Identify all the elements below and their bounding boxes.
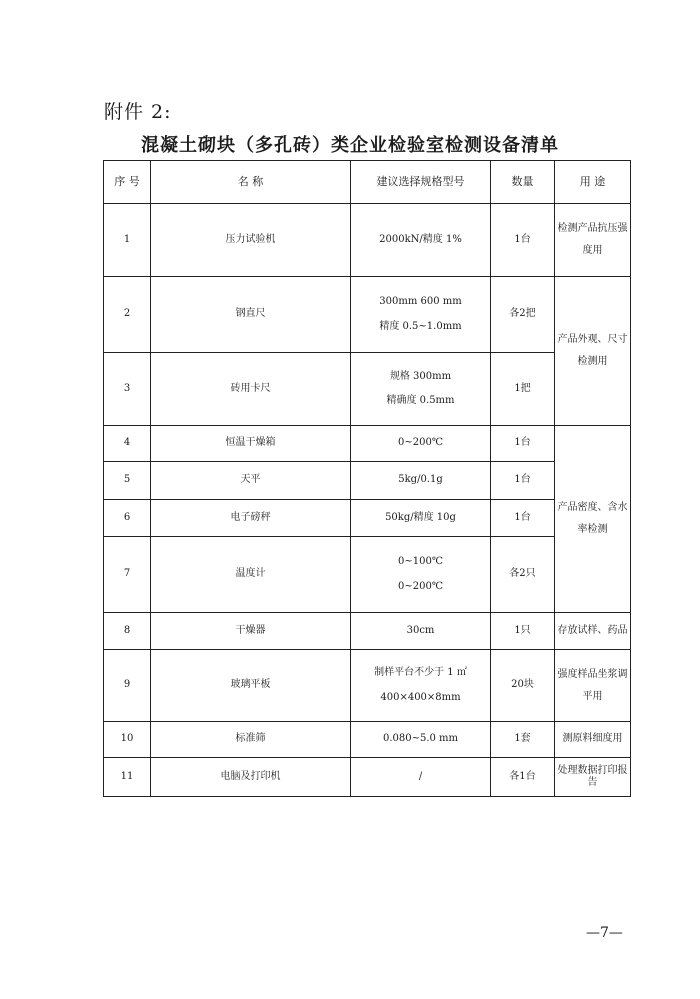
row-use: 处理数据打印报告	[555, 758, 631, 797]
table-row	[104, 722, 631, 758]
row-index: 6	[104, 500, 151, 537]
row-use	[555, 426, 631, 613]
row-qty: 20块	[491, 650, 555, 722]
table-row	[104, 613, 631, 650]
row-use: 测原料细度用	[555, 722, 631, 758]
row-name: 压力试验机	[151, 204, 351, 277]
row-qty: 1把	[491, 353, 555, 426]
row-model: 30cm	[351, 613, 491, 650]
table-row	[104, 500, 631, 537]
page-number: —7—	[586, 925, 623, 941]
model-line: 制样平台不少于 1 ㎡	[374, 667, 467, 678]
row-qty: 1只	[491, 613, 555, 650]
row-index: 7	[104, 537, 151, 613]
use-text: 强度样品坐浆调平用	[557, 668, 628, 702]
equipment-table	[103, 160, 631, 797]
row-model	[351, 277, 491, 353]
row-qty: 1台	[491, 204, 555, 277]
row-name: 玻璃平板	[151, 650, 351, 722]
row-model	[351, 353, 491, 426]
row-model: 2000kN/精度 1%	[351, 204, 491, 277]
header-model: 建议选择规格型号	[351, 161, 491, 204]
header-index: 序 号	[104, 161, 151, 204]
row-use: 存放试样、药品	[555, 613, 631, 650]
row-model: 5kg/0.1g	[351, 462, 491, 500]
header-use: 用 途	[555, 161, 631, 204]
row-index: 10	[104, 722, 151, 758]
row-qty: 1台	[491, 500, 555, 537]
row-index: 2	[104, 277, 151, 353]
row-name: 电子磅秤	[151, 500, 351, 537]
row-index: 5	[104, 462, 151, 500]
table-row	[104, 204, 631, 277]
row-model: 0.080~5.0 mm	[351, 722, 491, 758]
row-qty: 各2把	[491, 277, 555, 353]
attachment-label: 附件 2:	[104, 101, 172, 123]
model-line: 0~200℃	[397, 580, 443, 592]
table-header-row	[104, 161, 631, 204]
model-line: 300mm 600 mm	[379, 296, 462, 307]
row-qty: 1台	[491, 426, 555, 462]
table-row	[104, 650, 631, 722]
row-name: 天平	[151, 462, 351, 500]
row-qty: 各1台	[491, 758, 555, 797]
row-qty: 各2只	[491, 537, 555, 613]
use-text: 产品外观、尺寸检测用	[557, 334, 628, 367]
row-use	[555, 277, 631, 426]
model-line: 0~100℃	[397, 556, 443, 567]
model-line: 精度 0.5~1.0mm	[379, 320, 462, 332]
row-model	[351, 537, 491, 613]
row-name: 干燥器	[151, 613, 351, 650]
row-name: 钢直尺	[151, 277, 351, 353]
row-model	[351, 650, 491, 722]
row-qty: 1套	[491, 722, 555, 758]
row-qty: 1台	[491, 462, 555, 500]
row-model: 50kg/精度 10g	[351, 500, 491, 537]
model-line: 精确度 0.5mm	[386, 395, 455, 406]
header-name: 名 称	[151, 161, 351, 204]
row-index: 8	[104, 613, 151, 650]
model-line: 规格 300mm	[389, 370, 452, 382]
row-use	[555, 650, 631, 722]
row-name: 电脑及打印机	[151, 758, 351, 797]
row-index: 11	[104, 758, 151, 797]
table-row	[104, 537, 631, 613]
row-name: 砖用卡尺	[151, 353, 351, 426]
table-row	[104, 462, 631, 500]
table-row	[104, 758, 631, 797]
table-row	[104, 277, 631, 353]
model-line: 400×400×8mm	[380, 691, 461, 703]
row-name: 温度计	[151, 537, 351, 613]
table-row	[104, 353, 631, 426]
use-text: 检测产品抗压强度用	[557, 223, 628, 256]
row-model: 0~200℃	[351, 426, 491, 462]
use-text: 产品密度、含水率检测	[557, 502, 628, 535]
row-index: 3	[104, 353, 151, 426]
row-model: /	[351, 758, 491, 797]
document-title: 混凝土砌块（多孔砖）类企业检验室检测设备清单	[141, 135, 559, 156]
row-use	[555, 204, 631, 277]
row-name: 标准筛	[151, 722, 351, 758]
row-index: 9	[104, 650, 151, 722]
header-qty: 数量	[491, 161, 555, 204]
table-row	[104, 426, 631, 462]
row-index: 4	[104, 426, 151, 462]
row-name: 恒温干燥箱	[151, 426, 351, 462]
row-index: 1	[104, 204, 151, 277]
